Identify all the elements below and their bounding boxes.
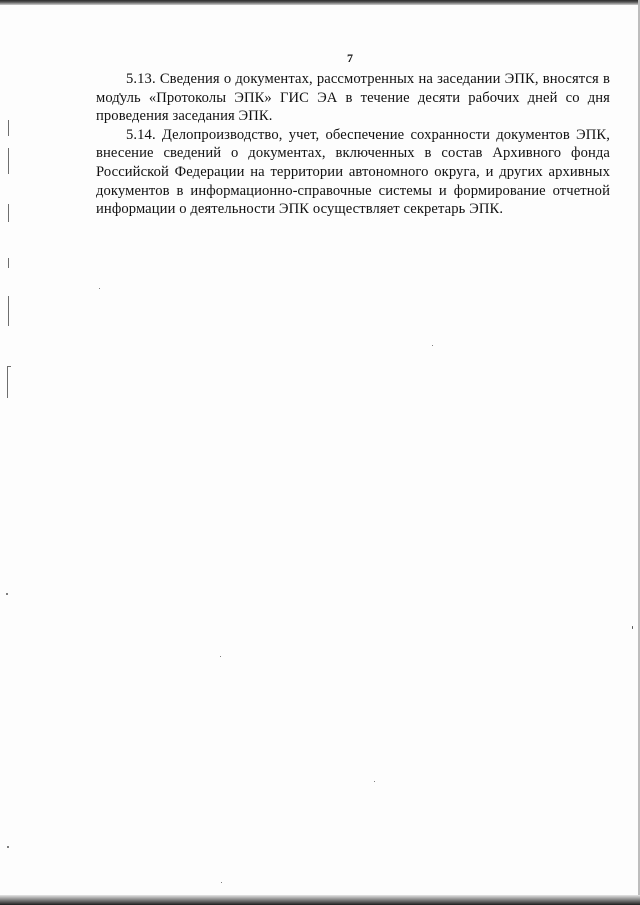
paragraph-text: Сведения о документах, рассмотренных на заседании ЭПК, вносятся в модуль «Протоколы ЭПК» ГИС ЭА в течение десяти рабочих дней со дня проведения заседания ЭПК. [96,71,610,125]
scan-speck [374,781,375,782]
margin-mark [7,366,11,367]
margin-mark [8,204,9,222]
paragraph-text: Делопроизводство, учет, обеспечение сохранности документов ЭПК, внесение сведений о документах, включенных в состав Архивного фонда Российской Федерации на территории автономного округа, и других архивных документов в информационно-справочные системы и формирование отчетной информации о деятельности ЭПК осуществляет секретарь ЭПК. [96,126,611,218]
scan-speck [99,288,100,289]
scan-edge-bottom [0,895,640,905]
scan-speck [220,656,221,657]
margin-mark [8,120,9,136]
scan-speck [632,626,633,629]
margin-mark [8,296,9,326]
paragraph-5-14 [96,126,610,219]
scan-speck [432,345,433,346]
scan-speck [6,593,8,595]
paragraph-5-13 [96,70,610,126]
scan-edge-top [0,0,640,5]
margin-mark [8,258,9,268]
scan-speck [221,882,222,883]
scan-speck [7,846,9,848]
page-number: 7 [347,51,353,65]
paragraph-number: 5.13. [126,71,156,87]
margin-mark [8,148,9,174]
paragraph-number: 5.14. [126,126,156,143]
margin-mark [7,366,8,398]
document-body [96,70,610,219]
